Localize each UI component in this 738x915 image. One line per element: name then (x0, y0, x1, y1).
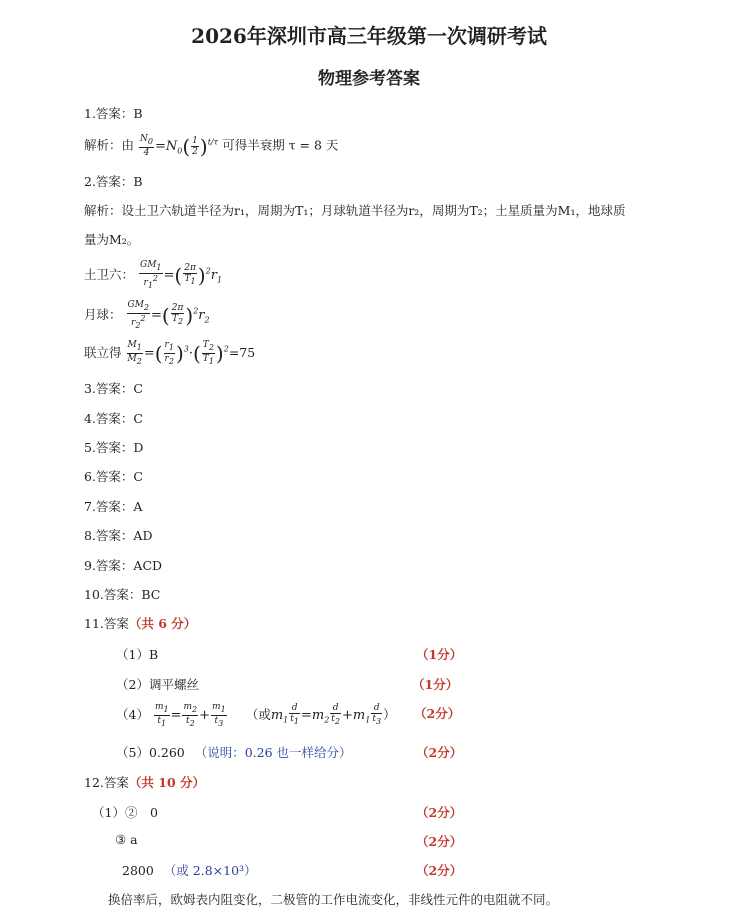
q12-item-text: ③ a (115, 832, 138, 847)
q11-item-text: （1）B (116, 647, 159, 662)
q11-item-4: （4） $\frac{m_1}{t_1}$ = $\frac{m_2}{t_2}$ + $\frac{m_1}{t_3}$ （或$m_1$ $\frac{d}{t_1}$ $=m_2$ $\frac{d}{t_2}$ $+m_1$ $\frac{d}{t_3}$ ） (116, 702, 396, 728)
answer-line: 3.答案：C (84, 381, 143, 396)
answer-line: 9.答案：ACD (84, 558, 163, 573)
q1-analysis-prefix: 解析：由 (84, 137, 135, 153)
q2-titan-equation: 土卫六： $\frac{GM_1}{r_1^2}$ =( $\frac{2\pi}{T_1}$ )$^2r_1$ (84, 260, 223, 290)
q11-points: （共 6 分） (128, 616, 197, 631)
q2-combined-equation: 联立得 $\frac{M_1}{M_2}$ =( $\frac{r_1}{r_2}$ )$^3$·( $\frac{T_2}{T_1}$ )$^2$=75 (84, 340, 256, 366)
q12-explanation: 换倍率后，欧姆表内阻变化，二极管的工作电流变化，非线性元件的电阻就不同。 (108, 892, 559, 907)
q11-alt-suffix: ） (383, 706, 396, 722)
moon-label: 月球： (84, 306, 122, 322)
q1-analysis (84, 134, 338, 158)
q12-item-score: （2分） (416, 805, 463, 820)
q1-answer: 1.答案：B (84, 106, 143, 121)
titan-label: 土卫六： (84, 266, 135, 282)
q12-item-text: （1）② 0 (92, 805, 158, 820)
q11-item-text: （4） (116, 706, 149, 722)
q12-item-note: （或 2.8×10³） (163, 863, 257, 878)
page-title: 2026年深圳市高三年级第一次调研考试 (191, 24, 547, 48)
answer-line: 4.答案：C (84, 411, 143, 426)
q12-heading (84, 773, 205, 791)
q1-formula: $\frac{N_0}{4}$ $=N_0$( $\frac{1}{2}$ )$^{t/\tau}$ (140, 134, 219, 158)
q1-analysis-suffix: 可得半衰期 τ = 8 天 (222, 137, 339, 153)
q2-answer: 2.答案：B (84, 174, 143, 189)
q2-moon-equation: 月球： $\frac{GM_2}{r_2^2}$ =( $\frac{2\pi}{T_2}$ )$^2r_2$ (84, 300, 210, 330)
q11-item-note: （说明：0.26 也一样给分） (194, 745, 352, 760)
q11-item-text: （2）调平螺丝 (116, 677, 199, 692)
q12-item-score: （2分） (416, 863, 463, 878)
q2-analysis-line1: 解析：设土卫六轨道半径为r₁，周期为T₁；月球轨道半径为r₂，周期为T₂；土星质量为M₁，地球质 (84, 203, 626, 218)
q12-item-3 (122, 861, 257, 879)
q2-analysis-line2: 量为M₂。 (84, 232, 140, 247)
q12-item-score: （2分） (416, 834, 463, 849)
answer-line: 10.答案：BC (84, 587, 161, 602)
q12-points: （共 10 分） (128, 775, 205, 790)
q11-heading (84, 614, 196, 632)
q11-item-score: （2分） (414, 706, 461, 721)
q12-item-text: 2800 (122, 863, 154, 878)
q11-heading-text: 11.答案 (84, 616, 129, 631)
combined-label: 联立得 (84, 344, 122, 360)
answer-line: 5.答案：D (84, 440, 144, 455)
answer-line: 7.答案：A (84, 499, 143, 514)
answer-line: 8.答案：AD (84, 528, 153, 543)
q11-item-score: （1分） (416, 647, 463, 662)
q12-heading-text: 12.答案 (84, 775, 129, 790)
q11-item-text: （5）0.260 (116, 745, 185, 760)
answer-line: 6.答案：C (84, 469, 143, 484)
q11-alt-prefix: （或 (245, 706, 271, 722)
page-subtitle: 物理参考答案 (318, 69, 420, 89)
q11-item-score: （1分） (412, 677, 459, 692)
q11-item-score: （2分） (416, 745, 463, 760)
combined-result: =75 (228, 344, 256, 360)
q11-item-5 (116, 743, 352, 761)
